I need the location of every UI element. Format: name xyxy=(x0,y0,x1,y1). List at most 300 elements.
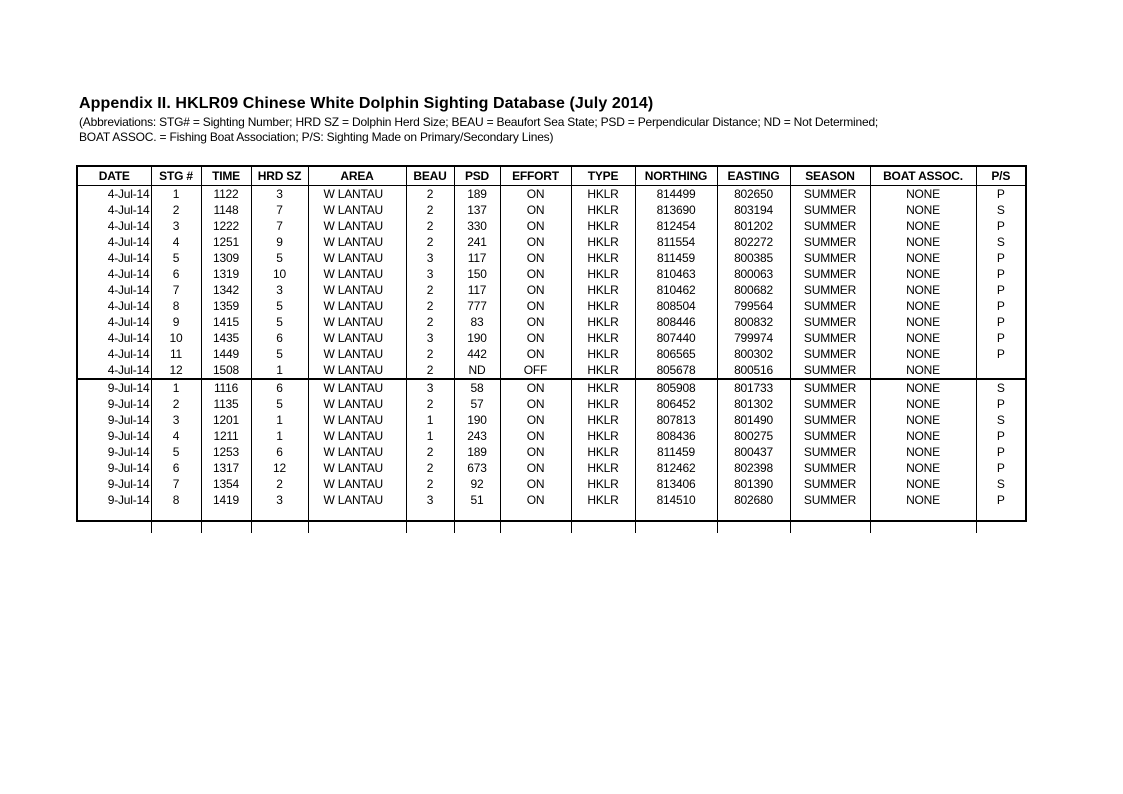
cell-effort: ON xyxy=(500,186,571,203)
cell-stg: 8 xyxy=(151,298,201,314)
cell-beau: 2 xyxy=(406,460,454,476)
cell-season: SUMMER xyxy=(790,330,870,346)
cell-effort: ON xyxy=(500,428,571,444)
cell-stg: 2 xyxy=(151,396,201,412)
cell-stg: 12 xyxy=(151,362,201,379)
cell-boat-assoc: NONE xyxy=(870,428,976,444)
cell-psd: 189 xyxy=(454,444,500,460)
cell-date: 4-Jul-14 xyxy=(78,218,151,234)
cell-time: 1317 xyxy=(201,460,251,476)
cell-time: 1508 xyxy=(201,362,251,379)
cell-northing: 808446 xyxy=(635,314,717,330)
cell-psd: 673 xyxy=(454,460,500,476)
cell-northing: 813406 xyxy=(635,476,717,492)
cell-hrd-sz: 6 xyxy=(251,379,308,396)
cell-stg: 7 xyxy=(151,476,201,492)
cell-type: HKLR xyxy=(571,476,635,492)
cell-season: SUMMER xyxy=(790,202,870,218)
cell-effort: ON xyxy=(500,492,571,508)
cell-easting: 800302 xyxy=(717,346,790,362)
cell-area: W LANTAU xyxy=(308,266,406,282)
cell-psd: 83 xyxy=(454,314,500,330)
cell-type: HKLR xyxy=(571,218,635,234)
cell-effort: ON xyxy=(500,282,571,298)
cell-season: SUMMER xyxy=(790,412,870,428)
cell-stg: 1 xyxy=(151,186,201,203)
table-row xyxy=(78,186,1025,203)
cell-area: W LANTAU xyxy=(308,234,406,250)
cell-time: 1342 xyxy=(201,282,251,298)
cell-northing: 806452 xyxy=(635,396,717,412)
table-body xyxy=(78,186,1025,534)
cell-hrd-sz: 3 xyxy=(251,282,308,298)
header-effort: EFFORT xyxy=(500,167,571,186)
cell-time: 1251 xyxy=(201,234,251,250)
cell-psd: 117 xyxy=(454,250,500,266)
cell-area: W LANTAU xyxy=(308,412,406,428)
table-row xyxy=(78,330,1025,346)
cell-date: 9-Jul-14 xyxy=(78,460,151,476)
cell-beau: 2 xyxy=(406,362,454,379)
cell-easting: 802680 xyxy=(717,492,790,508)
table-row xyxy=(78,346,1025,362)
cell-beau: 2 xyxy=(406,202,454,218)
cell-area: W LANTAU xyxy=(308,444,406,460)
cell-easting: 800275 xyxy=(717,428,790,444)
header-season: SEASON xyxy=(790,167,870,186)
cell-season: SUMMER xyxy=(790,476,870,492)
cell-stg: 4 xyxy=(151,428,201,444)
cell-northing: 805678 xyxy=(635,362,717,379)
cell-type: HKLR xyxy=(571,460,635,476)
cell-northing: 812462 xyxy=(635,460,717,476)
cell-ps: P xyxy=(996,461,1005,475)
cell-season: SUMMER xyxy=(790,266,870,282)
cell-boat-assoc: NONE xyxy=(870,492,976,508)
cell-beau: 3 xyxy=(406,492,454,508)
cell-easting: 799974 xyxy=(717,330,790,346)
cell-effort: ON xyxy=(500,298,571,314)
cell-effort: ON xyxy=(500,250,571,266)
cell-hrd-sz: 5 xyxy=(251,346,308,362)
table-row xyxy=(78,428,1025,444)
cell-type: HKLR xyxy=(571,314,635,330)
cell-area: W LANTAU xyxy=(308,250,406,266)
cell-easting: 801302 xyxy=(717,396,790,412)
cell-easting: 801733 xyxy=(717,379,790,396)
cell-easting: 800682 xyxy=(717,282,790,298)
table-row xyxy=(78,476,1025,492)
cell-effort: ON xyxy=(500,314,571,330)
cell-type: HKLR xyxy=(571,298,635,314)
cell-type: HKLR xyxy=(571,234,635,250)
cell-beau: 2 xyxy=(406,444,454,460)
cell-season: SUMMER xyxy=(790,186,870,203)
cell-area: W LANTAU xyxy=(308,314,406,330)
cell-area: W LANTAU xyxy=(308,218,406,234)
cell-easting: 802650 xyxy=(717,186,790,203)
cell-hrd-sz: 7 xyxy=(251,202,308,218)
cell-type: HKLR xyxy=(571,428,635,444)
cell-time: 1201 xyxy=(201,412,251,428)
cell-area: W LANTAU xyxy=(308,330,406,346)
cell-easting: 800832 xyxy=(717,314,790,330)
cell-hrd-sz: 5 xyxy=(251,250,308,266)
cell-northing: 813690 xyxy=(635,202,717,218)
cell-stg: 8 xyxy=(151,492,201,508)
header-time: TIME xyxy=(201,167,251,186)
cell-easting: 801390 xyxy=(717,476,790,492)
cell-effort: ON xyxy=(500,234,571,250)
cell-date: 9-Jul-14 xyxy=(78,428,151,444)
cell-boat-assoc: NONE xyxy=(870,234,976,250)
cell-hrd-sz: 2 xyxy=(251,476,308,492)
abbreviations-note xyxy=(79,115,878,145)
table-row xyxy=(78,218,1025,234)
header-hrd-sz: HRD SZ xyxy=(251,167,308,186)
cell-effort: OFF xyxy=(500,362,571,379)
cell-effort: ON xyxy=(500,379,571,396)
cell-time: 1116 xyxy=(201,379,251,396)
cell-type: HKLR xyxy=(571,362,635,379)
cell-easting: 803194 xyxy=(717,202,790,218)
cell-hrd-sz: 5 xyxy=(251,298,308,314)
cell-effort: ON xyxy=(500,202,571,218)
page-title: Appendix II. HKLR09 Chinese White Dolphin Sighting Database (July 2014) xyxy=(79,95,654,112)
table-row xyxy=(78,412,1025,428)
cell-beau: 2 xyxy=(406,282,454,298)
cell-stg: 4 xyxy=(151,234,201,250)
cell-date: 4-Jul-14 xyxy=(78,330,151,346)
table-row xyxy=(78,234,1025,250)
cell-beau: 2 xyxy=(406,346,454,362)
cell-ps: S xyxy=(996,235,1005,249)
table-row xyxy=(78,266,1025,282)
cell-northing: 808436 xyxy=(635,428,717,444)
cell-area: W LANTAU xyxy=(308,428,406,444)
cell-beau: 2 xyxy=(406,234,454,250)
sighting-table xyxy=(78,167,1025,533)
cell-season: SUMMER xyxy=(790,314,870,330)
cell-psd: 190 xyxy=(454,330,500,346)
cell-time: 1253 xyxy=(201,444,251,460)
cell-northing: 810463 xyxy=(635,266,717,282)
sighting-table-frame xyxy=(76,165,1027,522)
cell-date: 9-Jul-14 xyxy=(78,412,151,428)
cell-season: SUMMER xyxy=(790,396,870,412)
cell-hrd-sz: 5 xyxy=(251,396,308,412)
table-row xyxy=(78,250,1025,266)
cell-psd: 442 xyxy=(454,346,500,362)
cell-psd: 777 xyxy=(454,298,500,314)
cell-time: 1359 xyxy=(201,298,251,314)
cell-stg: 3 xyxy=(151,218,201,234)
cell-effort: ON xyxy=(500,266,571,282)
cell-type: HKLR xyxy=(571,250,635,266)
cell-boat-assoc: NONE xyxy=(870,186,976,203)
cell-boat-assoc: NONE xyxy=(870,298,976,314)
cell-hrd-sz: 9 xyxy=(251,234,308,250)
cell-ps: P xyxy=(996,445,1005,459)
cell-boat-assoc: NONE xyxy=(870,346,976,362)
cell-type: HKLR xyxy=(571,444,635,460)
cell-date: 4-Jul-14 xyxy=(78,314,151,330)
cell-time: 1415 xyxy=(201,314,251,330)
cell-time: 1309 xyxy=(201,250,251,266)
cell-stg: 6 xyxy=(151,460,201,476)
cell-easting: 801202 xyxy=(717,218,790,234)
cell-season: SUMMER xyxy=(790,492,870,508)
cell-season: SUMMER xyxy=(790,234,870,250)
cell-easting: 800385 xyxy=(717,250,790,266)
cell-date: 4-Jul-14 xyxy=(78,282,151,298)
header-northing: NORTHING xyxy=(635,167,717,186)
cell-time: 1122 xyxy=(201,186,251,203)
header-type: TYPE xyxy=(571,167,635,186)
cell-stg: 6 xyxy=(151,266,201,282)
cell-ps: S xyxy=(996,477,1005,491)
cell-hrd-sz: 3 xyxy=(251,492,308,508)
cell-type: HKLR xyxy=(571,396,635,412)
cell-psd: 117 xyxy=(454,282,500,298)
table-row xyxy=(78,396,1025,412)
cell-hrd-sz: 12 xyxy=(251,460,308,476)
cell-ps: P xyxy=(996,429,1005,443)
cell-northing: 807440 xyxy=(635,330,717,346)
cell-type: HKLR xyxy=(571,412,635,428)
cell-ps: P xyxy=(996,267,1005,281)
header-date: DATE xyxy=(78,167,151,186)
cell-date: 9-Jul-14 xyxy=(78,476,151,492)
header-psd: PSD xyxy=(454,167,500,186)
cell-area: W LANTAU xyxy=(308,396,406,412)
cell-type: HKLR xyxy=(571,282,635,298)
cell-effort: ON xyxy=(500,476,571,492)
cell-date: 4-Jul-14 xyxy=(78,234,151,250)
cell-time: 1211 xyxy=(201,428,251,444)
cell-ps: P xyxy=(996,397,1005,411)
cell-date: 9-Jul-14 xyxy=(78,396,151,412)
table-row xyxy=(78,362,1025,379)
cell-northing: 805908 xyxy=(635,379,717,396)
cell-boat-assoc: NONE xyxy=(870,362,976,379)
cell-hrd-sz: 1 xyxy=(251,362,308,379)
cell-stg: 11 xyxy=(151,346,201,362)
cell-northing: 814510 xyxy=(635,492,717,508)
table-row xyxy=(78,314,1025,330)
cell-effort: ON xyxy=(500,346,571,362)
cell-boat-assoc: NONE xyxy=(870,218,976,234)
cell-hrd-sz: 6 xyxy=(251,444,308,460)
cell-type: HKLR xyxy=(571,186,635,203)
cell-time: 1354 xyxy=(201,476,251,492)
cell-effort: ON xyxy=(500,330,571,346)
cell-area: W LANTAU xyxy=(308,492,406,508)
cell-ps: P xyxy=(996,331,1005,345)
cell-time: 1148 xyxy=(201,202,251,218)
cell-psd: 330 xyxy=(454,218,500,234)
table-row xyxy=(78,460,1025,476)
cell-ps: P xyxy=(996,187,1005,201)
cell-ps: P xyxy=(996,251,1005,265)
cell-psd: 92 xyxy=(454,476,500,492)
cell-ps: P xyxy=(996,347,1005,361)
cell-northing: 808504 xyxy=(635,298,717,314)
cell-hrd-sz: 5 xyxy=(251,314,308,330)
cell-psd: 243 xyxy=(454,428,500,444)
header-easting: EASTING xyxy=(717,167,790,186)
cell-season: SUMMER xyxy=(790,444,870,460)
cell-time: 1419 xyxy=(201,492,251,508)
cell-easting: 801490 xyxy=(717,412,790,428)
table-header-row xyxy=(78,167,1025,186)
cell-effort: ON xyxy=(500,460,571,476)
cell-northing: 812454 xyxy=(635,218,717,234)
cell-boat-assoc: NONE xyxy=(870,412,976,428)
cell-psd: 241 xyxy=(454,234,500,250)
table-row xyxy=(78,379,1025,396)
cell-season: SUMMER xyxy=(790,379,870,396)
table-filler-row xyxy=(78,508,1025,533)
cell-psd: 150 xyxy=(454,266,500,282)
cell-northing: 811459 xyxy=(635,444,717,460)
cell-boat-assoc: NONE xyxy=(870,444,976,460)
cell-area: W LANTAU xyxy=(308,460,406,476)
cell-effort: ON xyxy=(500,412,571,428)
cell-date: 4-Jul-14 xyxy=(78,362,151,379)
cell-time: 1449 xyxy=(201,346,251,362)
cell-time: 1222 xyxy=(201,218,251,234)
cell-boat-assoc: NONE xyxy=(870,266,976,282)
cell-date: 4-Jul-14 xyxy=(78,202,151,218)
cell-type: HKLR xyxy=(571,202,635,218)
cell-beau: 2 xyxy=(406,476,454,492)
cell-area: W LANTAU xyxy=(308,282,406,298)
cell-hrd-sz: 1 xyxy=(251,428,308,444)
cell-season: SUMMER xyxy=(790,460,870,476)
cell-effort: ON xyxy=(500,444,571,460)
cell-northing: 811459 xyxy=(635,250,717,266)
cell-ps: S xyxy=(996,413,1005,427)
cell-boat-assoc: NONE xyxy=(870,476,976,492)
cell-beau: 2 xyxy=(406,186,454,203)
cell-beau: 1 xyxy=(406,412,454,428)
cell-season: SUMMER xyxy=(790,282,870,298)
cell-area: W LANTAU xyxy=(308,362,406,379)
cell-psd: 137 xyxy=(454,202,500,218)
cell-northing: 807813 xyxy=(635,412,717,428)
cell-boat-assoc: NONE xyxy=(870,379,976,396)
cell-area: W LANTAU xyxy=(308,346,406,362)
cell-effort: ON xyxy=(500,218,571,234)
cell-ps: P xyxy=(996,315,1005,329)
cell-area: W LANTAU xyxy=(308,186,406,203)
cell-easting: 800516 xyxy=(717,362,790,379)
cell-stg: 7 xyxy=(151,282,201,298)
cell-season: SUMMER xyxy=(790,250,870,266)
cell-stg: 5 xyxy=(151,444,201,460)
table-row xyxy=(78,202,1025,218)
cell-stg: 1 xyxy=(151,379,201,396)
cell-boat-assoc: NONE xyxy=(870,460,976,476)
cell-area: W LANTAU xyxy=(308,476,406,492)
cell-time: 1135 xyxy=(201,396,251,412)
table-row xyxy=(78,282,1025,298)
header-boat-assoc: BOAT ASSOC. xyxy=(870,167,976,186)
cell-type: HKLR xyxy=(571,346,635,362)
cell-ps: S xyxy=(976,379,1025,396)
cell-type: HKLR xyxy=(571,266,635,282)
cell-beau: 2 xyxy=(406,298,454,314)
cell-beau: 2 xyxy=(406,314,454,330)
cell-date: 9-Jul-14 xyxy=(78,492,151,508)
header-beau: BEAU xyxy=(406,167,454,186)
cell-date: 4-Jul-14 xyxy=(78,186,151,203)
cell-boat-assoc: NONE xyxy=(870,396,976,412)
cell-ps: P xyxy=(996,493,1005,507)
cell-season: SUMMER xyxy=(790,346,870,362)
cell-beau: 1 xyxy=(406,428,454,444)
cell-date: 9-Jul-14 xyxy=(78,379,151,396)
cell-psd: 58 xyxy=(454,379,500,396)
cell-time: 1435 xyxy=(201,330,251,346)
cell-beau: 2 xyxy=(406,218,454,234)
abbreviations-line-2: BOAT ASSOC. = Fishing Boat Association; P/S: Sighting Made on Primary/Secondary Lines) xyxy=(79,130,554,144)
cell-hrd-sz: 3 xyxy=(251,186,308,203)
cell-hrd-sz: 10 xyxy=(251,266,308,282)
cell-psd: ND xyxy=(454,362,500,379)
cell-date: 4-Jul-14 xyxy=(78,266,151,282)
cell-stg: 2 xyxy=(151,202,201,218)
cell-psd: 189 xyxy=(454,186,500,203)
cell-northing: 814499 xyxy=(635,186,717,203)
cell-hrd-sz: 7 xyxy=(251,218,308,234)
cell-psd: 190 xyxy=(454,412,500,428)
cell-stg: 3 xyxy=(151,412,201,428)
table-row xyxy=(78,444,1025,460)
table-row xyxy=(78,492,1025,508)
cell-hrd-sz: 6 xyxy=(251,330,308,346)
cell-season: SUMMER xyxy=(790,298,870,314)
cell-psd: 51 xyxy=(454,492,500,508)
header-stg: STG # xyxy=(151,167,201,186)
cell-season: SUMMER xyxy=(790,218,870,234)
abbreviations-line-1: (Abbreviations: STG# = Sighting Number; HRD SZ = Dolphin Herd Size; BEAU = Beaufort Sea State; PSD = Perpendicular Distance; ND = Not Determined; xyxy=(79,115,879,129)
cell-northing: 811554 xyxy=(635,234,717,250)
cell-date: 4-Jul-14 xyxy=(78,346,151,362)
cell-type: HKLR xyxy=(571,492,635,508)
header-ps: P/S xyxy=(976,167,1025,186)
cell-easting: 802398 xyxy=(717,460,790,476)
cell-beau: 3 xyxy=(406,250,454,266)
cell-date: 4-Jul-14 xyxy=(78,250,151,266)
cell-type: HKLR xyxy=(571,379,635,396)
cell-boat-assoc: NONE xyxy=(870,282,976,298)
cell-northing: 806565 xyxy=(635,346,717,362)
cell-easting: 802272 xyxy=(717,234,790,250)
cell-area: W LANTAU xyxy=(308,298,406,314)
cell-beau: 3 xyxy=(406,266,454,282)
cell-boat-assoc: NONE xyxy=(870,330,976,346)
cell-season: SUMMER xyxy=(790,428,870,444)
cell-easting: 800063 xyxy=(717,266,790,282)
cell-ps: P xyxy=(996,299,1005,313)
cell-boat-assoc: NONE xyxy=(870,250,976,266)
cell-date: 4-Jul-14 xyxy=(78,298,151,314)
cell-area: W LANTAU xyxy=(308,202,406,218)
cell-beau: 2 xyxy=(406,396,454,412)
cell-stg: 10 xyxy=(151,330,201,346)
